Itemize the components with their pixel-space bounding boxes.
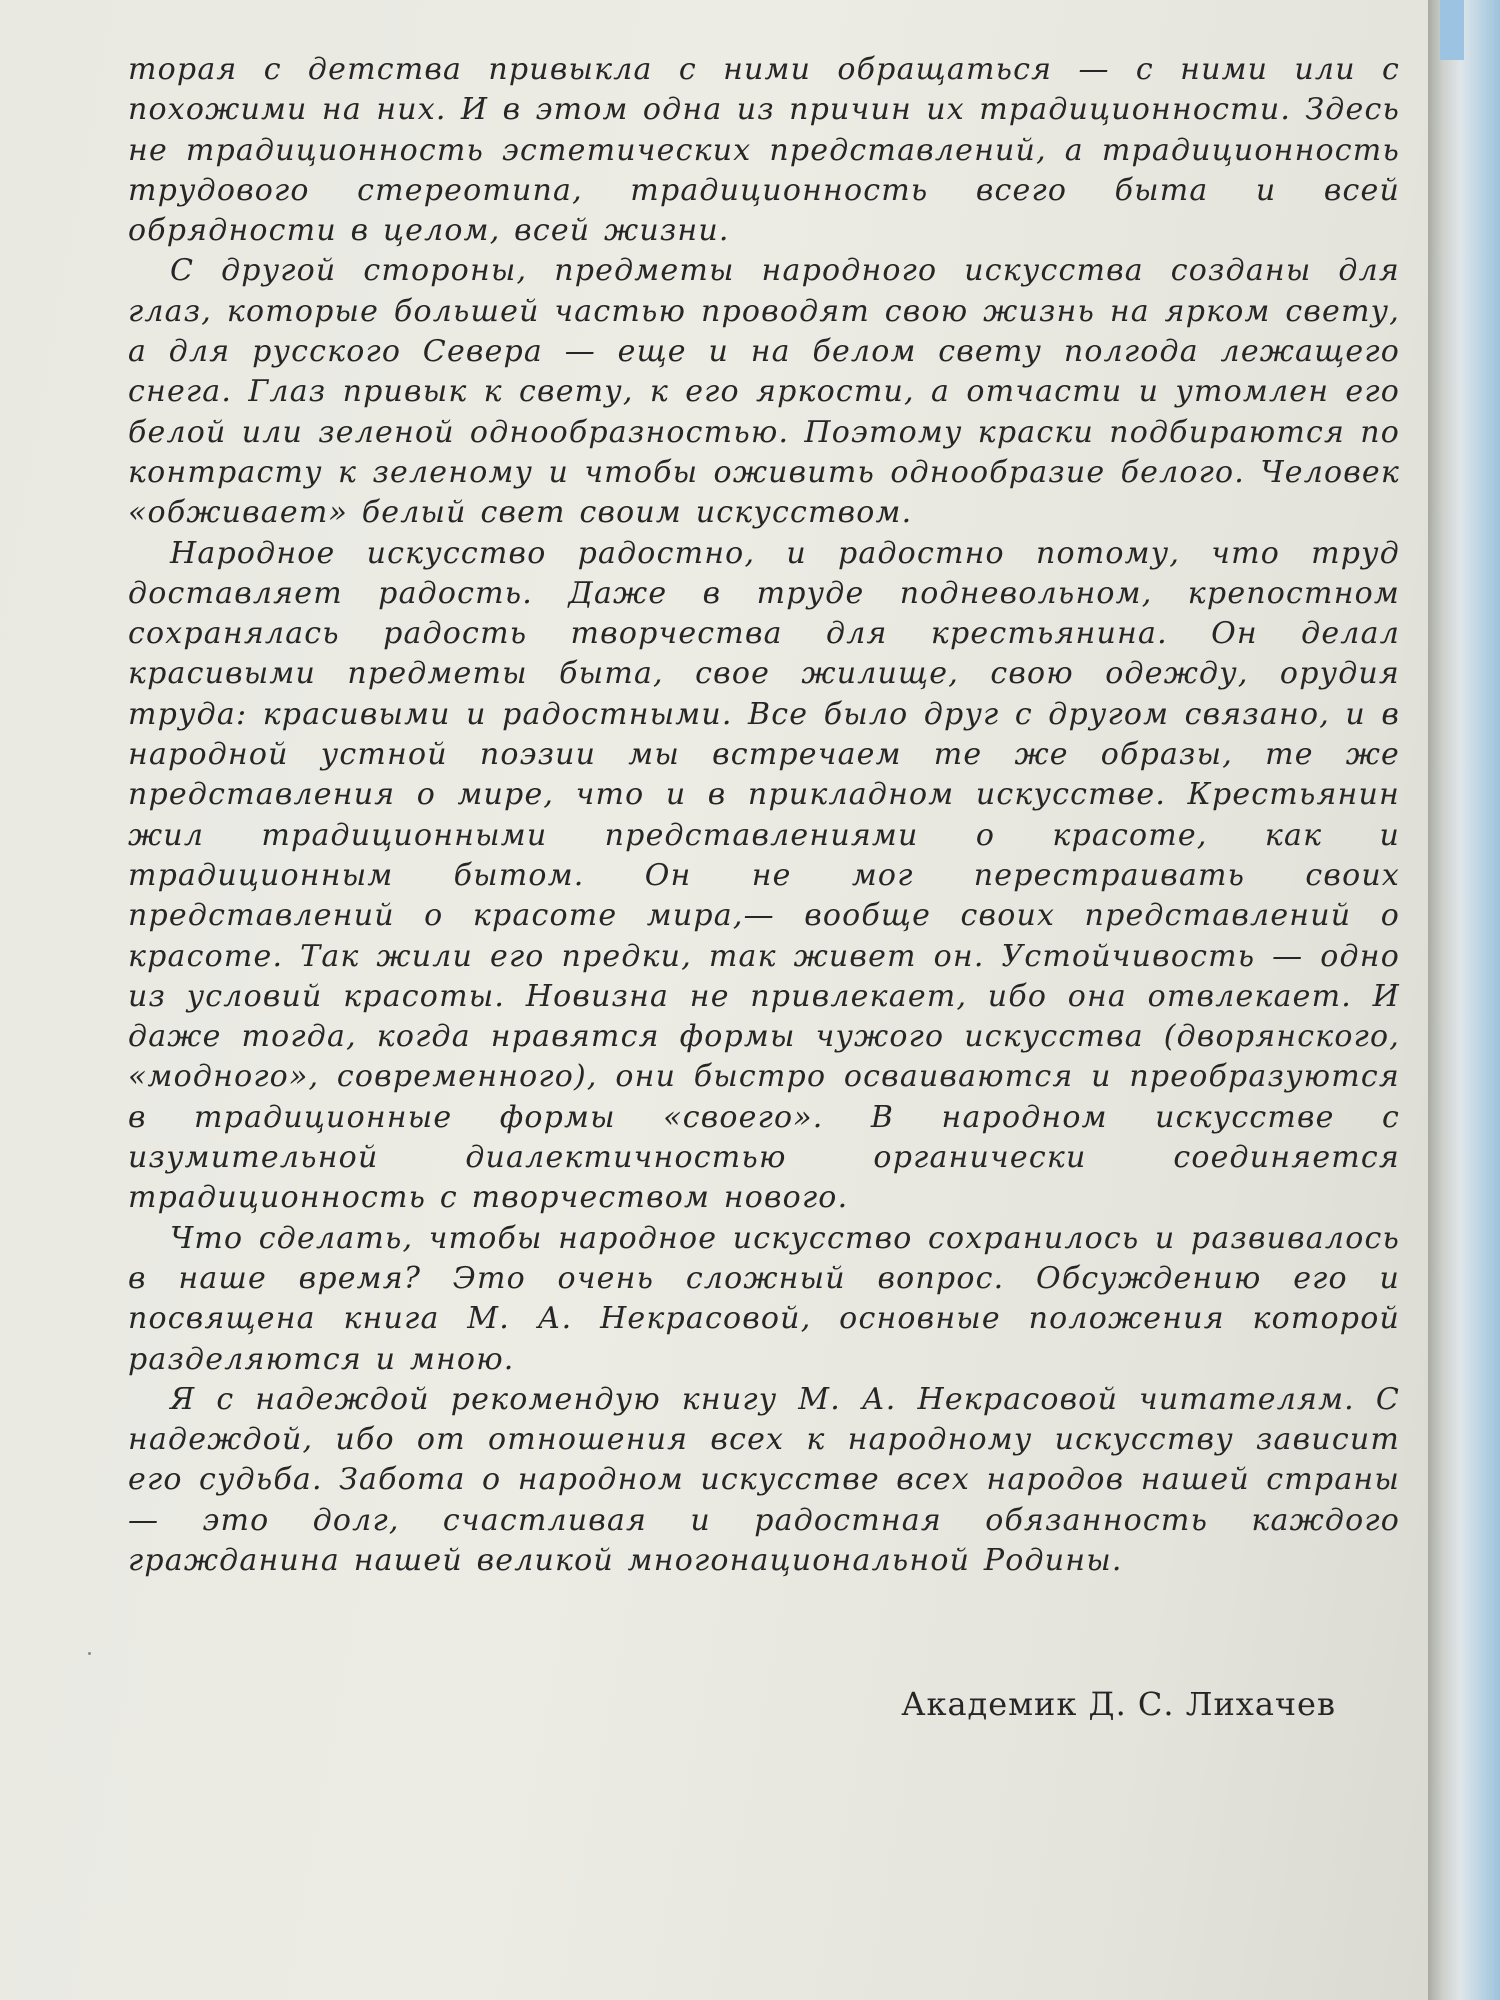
body-text [128, 50, 1400, 1581]
paragraph-3: Народное искусство радостно, и радостно потому, что труд доставляет радость. Даже в труде подневольном, крепостном сохранялась радость творчества для крестьянина. Он делал красивыми предметы быта, свое жилище, свою одежду, орудия труда: красивыми и радостными. Все было друг с другом связано, и в народной устной поэзии мы встречаем те же образы, те же представления о мире, что и в прикладном искусстве. Крестьянин жил традиционными представлениями о красоте, как и традиционным бытом. Он не мог перестраивать своих представлений о красоте мира,— вообще своих представлений о красоте. Так жили его предки, так живет он. Устойчивость — одно из условий красоты. Новизна не привлекает, ибо она отвлекает. И даже тогда, когда нравятся формы чужого искусства (дворянского, «модного», современного), они быстро осваиваются и преобразуются в традиционные формы «своего». В народном искусстве с изумительной диалектичностью органически соединяется традиционность с творчеством нового. [128, 535, 1400, 1216]
paragraph-1: торая с детства привыкла с ними обращаться — с ними или с похожими на них. И в этом одна из причин их традиционности. Здесь не традиционность эстетических представлений, а традиционность трудового стереотипа, традиционность всего быта и всей обрядности в целом, всей жизни. [128, 52, 1400, 249]
paragraph-2: С другой стороны, предметы народного искусства созданы для глаз, которые большей частью проводят свою жизнь на ярком свету, а для русского Севера — еще и на белом свету полгода лежащего снега. Глаз привык к свету, к его яркости, а отчасти и утомлен его белой или зеленой однообразностью. Поэтому краски подбираются по контрасту к зеленому и чтобы оживить однообразие белого. Человек «обживает» белый свет своим искусством. [128, 253, 1400, 531]
book-binding [1428, 0, 1500, 2000]
cover-edge [1440, 0, 1464, 60]
paper-speck [88, 1652, 91, 1655]
paragraph-4: Что сделать, чтобы народное искусство сохранилось и развивалось в наше время? Это очень сложный вопрос. Обсуждению его и посвящена книга М. А. Некрасовой, основные положения которой разделяются и мною. [128, 1220, 1400, 1377]
author-signature: Академик Д. С. Лихачев [901, 1685, 1336, 1723]
paragraph-5: Я с надеждой рекомендую книгу М. А. Некрасовой читателям. С надеждой, ибо от отношения всех к народному искусству зависит его судьба. Забота о народном искусстве всех народов нашей страны — это долг, счастливая и радостная обязанность каждого гражданина нашей великой многонациональной Родины. [128, 1381, 1400, 1578]
